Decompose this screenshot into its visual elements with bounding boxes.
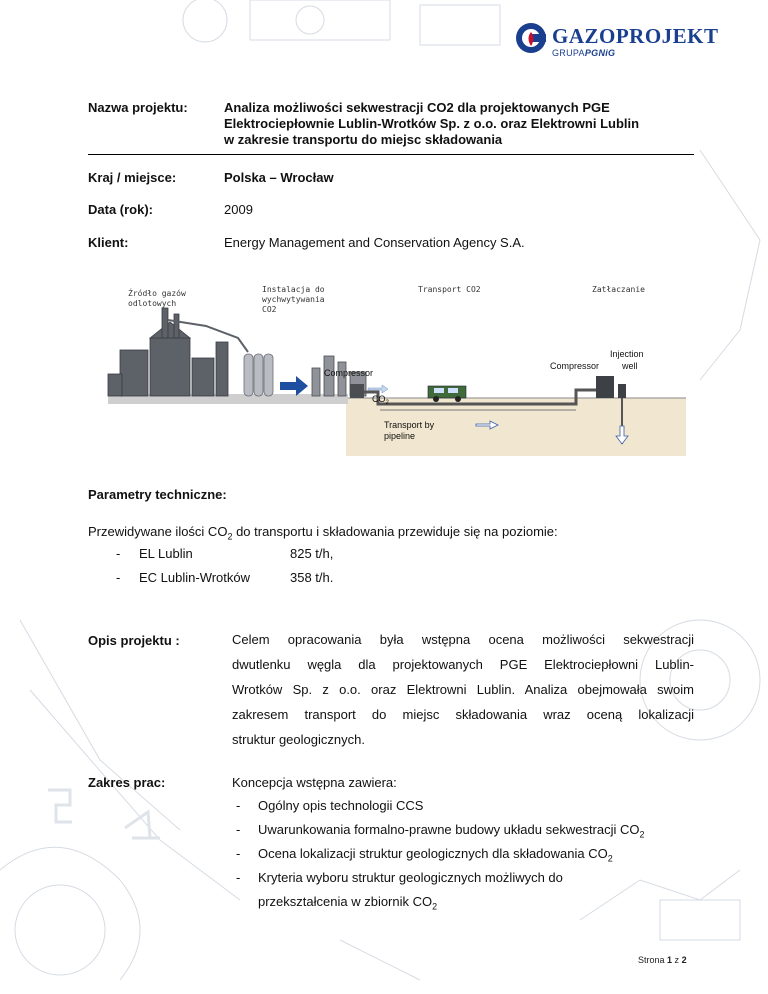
gazoprojekt-emblem-icon [514,20,548,60]
label-transport: Transport CO2 [418,285,481,294]
parameters-intro: Przewidywane ilości $CO_2$ do transportu i składowania przewiduje się na poziomie: [88,524,558,542]
label-injection-zone: Zatłaczanie [592,285,645,294]
param-dash-1: - [116,546,121,561]
date-value: 2009 [224,202,253,217]
scope-item-4-line1: Kryteria wyboru struktur geologicznych możliwych do [258,870,563,885]
param-name-1: EL Lublin [139,546,193,561]
scope-dash-4: - [236,870,241,885]
label-co2: $CO_2$ [372,394,389,406]
scope-intro: Koncepcja wstępna zawiera: [232,775,397,790]
param-name-2: EC Lublin-Wrotków [139,570,251,585]
label-capture-line2: wychwytywania [262,295,325,304]
label-pipeline-line2: pipeline [384,431,416,441]
description-text: Celem opracowania była wstępna ocena możliwości sekwestracji dwutlenku węgla dla projektowanych PGE Elektrociepłowni Lublin- Wrotków Sp. z o.o. oraz Elektrowni Lublin. Analiza obejmowała swoim zakresem transport do miejsc składowania wraz oceną lokalizacji struktur geologicznych. [232,632,694,747]
parameters-heading: Parametry techniczne: [88,487,227,502]
project-name-label: Nazwa projektu: [88,100,188,115]
logo-wordmark: GAZOPROJEKT [552,24,719,48]
label-pipeline-line1: Transport by [384,420,435,430]
scope-label: Zakres prac: [88,775,166,790]
project-name-line2: Elektrociepłownie Lublin-Wrotków Sp. z o.o. oraz Elektrowni Lublin [224,116,640,131]
label-compressor-2: Compressor [550,361,600,371]
project-name-line1: Analiza możliwości sekwestracji CO2 dla projektowanych PGE [224,100,610,115]
label-source-line1: Źródło gazów [128,289,186,298]
ccs-process-diagram [88,278,686,456]
scope-item-2: Uwarunkowania formalno-prawne budowy układu sekwestracji $CO_2$ [258,822,645,840]
label-source-line2: odlotowych [128,299,177,308]
scope-item-4-line2: przekształcenia w zbiornik $CO_2$ [258,894,438,912]
logo-group: GRUPAPGNiG [552,48,616,58]
label-compressor-1: Compressor [324,368,374,378]
page-number: Strona 1 z 2 [638,955,687,965]
date-label: Data (rok): [88,202,154,217]
label-injection-line1: Injection [610,349,644,359]
scope-dash-3: - [236,846,241,861]
country-value: Polska – Wrocław [224,170,334,185]
country-label: Kraj / miejsce: [88,170,177,185]
project-name-line3: w zakresie transportu do miejsc składowania [224,132,503,147]
scope-dash-1: - [236,798,241,813]
param-value-2: 358 t/h. [290,570,334,585]
scope-item-1: Ogólny opis technologii CCS [258,798,424,813]
label-capture-line1: Instalacja do [262,285,325,294]
company-logo [514,18,754,62]
description-label: Opis projektu : [88,633,180,648]
label-injection-line2: well [622,361,638,371]
divider [88,154,694,155]
scope-item-3: Ocena lokalizacji struktur geologicznych dla składowania $CO_2$ [258,846,613,864]
param-value-1: 825 t/h, [290,546,334,561]
label-capture-line3: CO2 [262,305,277,314]
client-value: Energy Management and Conservation Agency S.A. [224,235,525,250]
param-dash-2: - [116,570,121,585]
scope-dash-2: - [236,822,241,837]
client-label: Klient: [88,235,129,250]
